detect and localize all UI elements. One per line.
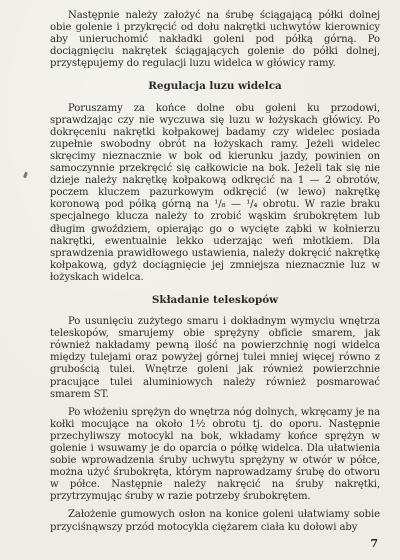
skladanie-paragraph-1: Po usunięciu zużytego smaru i dokładnym wymyciu wnętrza teleskopów, smarujemy obie sprężyny obficie smarem, jak również nakładamy pewną ilość na powierzchnię nogi widelca między tulejami oraz powyżej górnej tulei mniej więcej równo z grubością tulei. Wnętrze goleni jak również powierzchnie pracujące tulei aluminiowych należy również posmarować smarem ST. [50,316,380,400]
page-text-column [50,10,380,534]
regulacja-paragraph: Poruszamy za końce dolne obu goleni ku przodowi, sprawdzając czy nie wyczuwa się luzu w łożyskach główicy. Po dokręceniu nakrętki kołpakowej badamy czy widelec posiada zupełnie swobodny obrót na łożyskach ramy. Jeżeli widelec skręcimy nieznacznie w bok od kierunku jazdy, powinien on samoczynnie przekręcić się całkowicie na bok. Jeżeli tak się nie dzieje należy nakrętkę kołpakową odkręcić na 1 — 2 obrotów, poczem kluczem pazurkowym odkręcić (w lewo) nakrętkę koronową pod półką górną na ¹/₈ — ¹/₄ obrotu. W razie braku specjalnego klucza należy to zrobić wąskim śrubokrętem lub długim gwoździem, opierając go o wycięte ząbki w kołnierzu nakrętki, ewentualnie lekko uderzając weń młotkiem. Dla sprawdzenia prawidłowego ustawienia, należy dokręcić nakrętkę kołpakową, gdyż dociągnięcie jej zmniejsza nieznacznie luz w łożyskach widelca. [50,102,380,283]
page-number: 7 [370,537,378,550]
section-heading-skladanie: Składanie teleskopów [151,293,279,306]
section-heading-regulacja: Regulacja luzu widelca [148,80,282,93]
scan-smudge [23,172,28,179]
skladanie-paragraph-3: Założenie gumowych osłon na konice goleni ułatwiamy sobie przyciśnąwszy przód motocykla ciężarem ciała ku dołowi aby [50,509,380,533]
skladanie-paragraph-2: Po włożeniu sprężyn do wnętrza nóg dolnych, wkręcamy je na kołki mocujące na około 1½ obrotu tj. do oporu. Następnie przechyliwszy motocykl na bok, wkładamy końce sprężyn w golenie i wsuwamy je do oparcia o półkę widelca. Dla ułatwienia sobie wprowadzenia śruby uchwytu sprężyny w otwór w półce, można użyć śrubokręta, którym naprowadzamy śrubę do otworu w półce. Następnie należy nakręcić na śruby nakrętki, przytrzymując śruby w razie potrzeby śrubokrętem. [50,406,380,503]
intro-paragraph: Następnie należy założyć na śrubę ściągającą półki dolnej obie golenie i przykręcić od dołu nakrętki uchwytów kierownicy aby unieruchomić nakładki goleni pod półką górną. Po dociągnięciu nakrętek ściągających golenie do półki dolnej, przystępujemy do regulacji luzu widelca w główicy ramy. [50,10,380,70]
